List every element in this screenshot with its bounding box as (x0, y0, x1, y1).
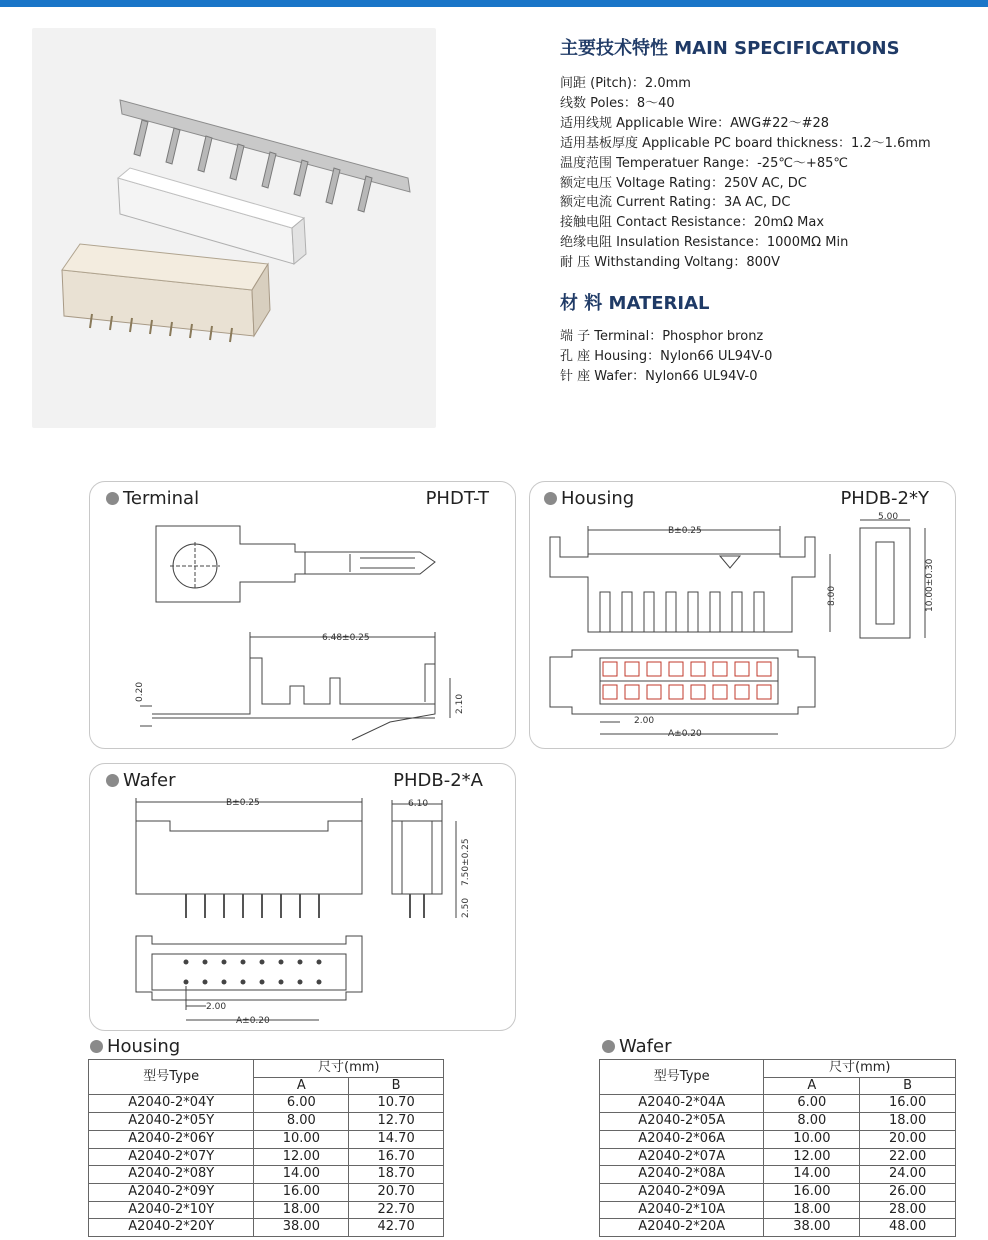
spec-line: 适用线规 Applicable Wire：AWG#22～#28 (560, 115, 830, 131)
wafer-width-dim: 6.10 (408, 799, 429, 809)
table-row (89, 1219, 444, 1237)
wafer-part-code: PHDB-2*A (393, 770, 483, 791)
type-cell: A2040-2*07Y (89, 1148, 254, 1166)
spec-line: 线数 Poles：8～40 (560, 95, 675, 111)
table-row (89, 1113, 444, 1131)
type-cell: A2040-2*08A (600, 1166, 764, 1184)
type-cell: A2040-2*04A (600, 1095, 764, 1113)
a-cell: 6.00 (254, 1095, 349, 1113)
table-row (89, 1095, 444, 1113)
b-cell: 22.70 (349, 1201, 444, 1219)
b-cell: 22.00 (860, 1148, 956, 1166)
housing-dimension-table (88, 1059, 444, 1237)
material-title: 材 料 MATERIAL (560, 293, 710, 315)
b-cell: 20.00 (860, 1130, 956, 1148)
specifications-section (560, 34, 980, 387)
material-line: 针 座 Wafer：Nylon66 UL94V-0 (560, 368, 758, 384)
top-accent-bar (0, 0, 988, 7)
type-cell: A2040-2*07A (600, 1148, 764, 1166)
bullet-icon (90, 1040, 103, 1053)
main-specifications-title: 主要技术特性 MAIN SPECIFICATIONS (560, 38, 900, 59)
wafer-drawing (90, 764, 515, 1030)
table-row (600, 1130, 956, 1148)
material-line: 端 子 Terminal：Phosphor bronz (560, 329, 764, 345)
terminal-part-code: PHDT-T (425, 488, 489, 509)
a-cell: 10.00 (764, 1130, 860, 1148)
b-cell: 42.70 (349, 1219, 444, 1237)
terminal-height-dim: 2.10 (455, 693, 465, 714)
a-cell: 12.00 (764, 1148, 860, 1166)
wafer-panel-title: Wafer (123, 770, 176, 791)
spec-line: 额定电流 Current Rating：3A AC, DC (560, 195, 791, 211)
size-header: 尺寸(mm) (764, 1060, 956, 1078)
spec-line: 间距 (Pitch)：2.0mm (560, 76, 691, 91)
wafer-part (62, 244, 270, 342)
b-cell: 18.00 (860, 1113, 956, 1131)
spec-line: 适用基板厚度 Applicable PC board thickness：1.2～1.6mm (560, 135, 931, 151)
type-header: 型号Type (89, 1060, 254, 1095)
connector-illustration (32, 28, 436, 428)
column-b-header: B (349, 1077, 444, 1095)
wafer-dimension-table (599, 1059, 956, 1237)
wafer-drawing-panel (89, 763, 516, 1031)
type-cell: A2040-2*10A (600, 1201, 764, 1219)
a-cell: 14.00 (764, 1166, 860, 1184)
table-row (89, 1166, 444, 1184)
spec-line: 额定电压 Voltage Rating：250V AC, DC (560, 175, 807, 191)
type-header: 型号Type (600, 1060, 764, 1095)
b-cell: 20.70 (349, 1183, 444, 1201)
housing-pitch-dim: 2.00 (634, 716, 655, 726)
column-b-header: B (860, 1077, 956, 1095)
spec-line: 接触电阻 Contact Resistance：20mΩ Max (560, 215, 825, 231)
table-row (600, 1113, 956, 1131)
a-cell: 16.00 (254, 1183, 349, 1201)
a-cell: 38.00 (254, 1219, 349, 1237)
wafer-pin-grid (184, 960, 322, 985)
a-cell: 6.00 (764, 1095, 860, 1113)
type-cell: A2040-2*20A (600, 1219, 764, 1237)
table-row (600, 1095, 956, 1113)
housing-table-heading (90, 1036, 180, 1057)
a-cell: 38.00 (764, 1219, 860, 1237)
spec-line: 绝缘电阻 Insulation Resistance：1000MΩ Min (560, 235, 849, 251)
specification-list (560, 74, 980, 273)
housing-part-code: PHDB-2*Y (840, 488, 929, 509)
wafer-pitch-dim: 2.00 (206, 1002, 227, 1012)
housing-width-dim: 5.00 (878, 512, 899, 522)
table-row (600, 1148, 956, 1166)
size-header: 尺寸(mm) (254, 1060, 444, 1078)
wafer-height-dim: 7.50±0.25 (461, 838, 471, 886)
type-cell: A2040-2*04Y (89, 1095, 254, 1113)
b-cell: 16.00 (860, 1095, 956, 1113)
material-line: 孔 座 Housing：Nylon66 UL94V-0 (560, 348, 773, 364)
housing-drawing (530, 482, 955, 748)
housing-side-height-dim: 10.00±0.30 (925, 558, 935, 612)
type-cell: A2040-2*20Y (89, 1219, 254, 1237)
type-cell: A2040-2*05A (600, 1113, 764, 1131)
table-row (600, 1183, 956, 1201)
material-list (560, 327, 980, 387)
terminal-drawing-panel (89, 481, 516, 749)
a-cell: 16.00 (764, 1183, 860, 1201)
b-cell: 10.70 (349, 1095, 444, 1113)
table-row (600, 1166, 956, 1184)
a-cell: 18.00 (254, 1201, 349, 1219)
b-cell: 26.00 (860, 1183, 956, 1201)
housing-table-title: Housing (107, 1036, 181, 1057)
housing-height-dim: 8.00 (827, 585, 837, 606)
housing-part (118, 168, 306, 264)
housing-drawing-panel (529, 481, 956, 749)
b-cell: 18.70 (349, 1166, 444, 1184)
a-cell: 8.00 (764, 1113, 860, 1131)
type-cell: A2040-2*08Y (89, 1166, 254, 1184)
type-cell: A2040-2*06A (600, 1130, 764, 1148)
a-cell: 8.00 (254, 1113, 349, 1131)
type-cell: A2040-2*09Y (89, 1183, 254, 1201)
a-cell: 14.00 (254, 1166, 349, 1184)
table-row (89, 1201, 444, 1219)
b-cell: 12.70 (349, 1113, 444, 1131)
housing-panel-title: Housing (561, 488, 635, 509)
a-cell: 18.00 (764, 1201, 860, 1219)
terminal-drawing (90, 482, 515, 748)
type-cell: A2040-2*10Y (89, 1201, 254, 1219)
b-cell: 48.00 (860, 1219, 956, 1237)
type-cell: A2040-2*05Y (89, 1113, 254, 1131)
table-row (600, 1201, 956, 1219)
terminal-length-dim: 6.48±0.25 (322, 633, 370, 643)
a-cell: 12.00 (254, 1148, 349, 1166)
b-cell: 28.00 (860, 1201, 956, 1219)
bullet-icon (602, 1040, 615, 1053)
b-cell: 16.70 (349, 1148, 444, 1166)
type-cell: A2040-2*06Y (89, 1130, 254, 1148)
table-row (600, 1219, 956, 1237)
spec-line: 耐 压 Withstanding Voltang：800V (560, 255, 781, 271)
spec-line: 温度范围 Temperatuer Range：-25℃～+85℃ (560, 155, 848, 171)
table-row (89, 1130, 444, 1148)
wafer-pin-dim: 2.50 (461, 897, 471, 918)
wafer-a-dim: A±0.20 (236, 1016, 270, 1026)
housing-a-dim: A±0.20 (668, 729, 702, 739)
terminal-panel-title: Terminal (123, 488, 200, 509)
housing-b-dim: B±0.25 (668, 526, 702, 536)
type-cell: A2040-2*09A (600, 1183, 764, 1201)
wafer-table-title: Wafer (619, 1036, 672, 1057)
table-row (89, 1148, 444, 1166)
wafer-b-dim: B±0.25 (226, 798, 260, 808)
column-a-header: A (254, 1077, 349, 1095)
a-cell: 10.00 (254, 1130, 349, 1148)
terminal-thickness-dim: 0.20 (135, 681, 145, 702)
table-row (89, 1183, 444, 1201)
wafer-table-heading (602, 1036, 672, 1057)
b-cell: 14.70 (349, 1130, 444, 1148)
column-a-header: A (764, 1077, 860, 1095)
b-cell: 24.00 (860, 1166, 956, 1184)
product-photo (32, 28, 436, 428)
